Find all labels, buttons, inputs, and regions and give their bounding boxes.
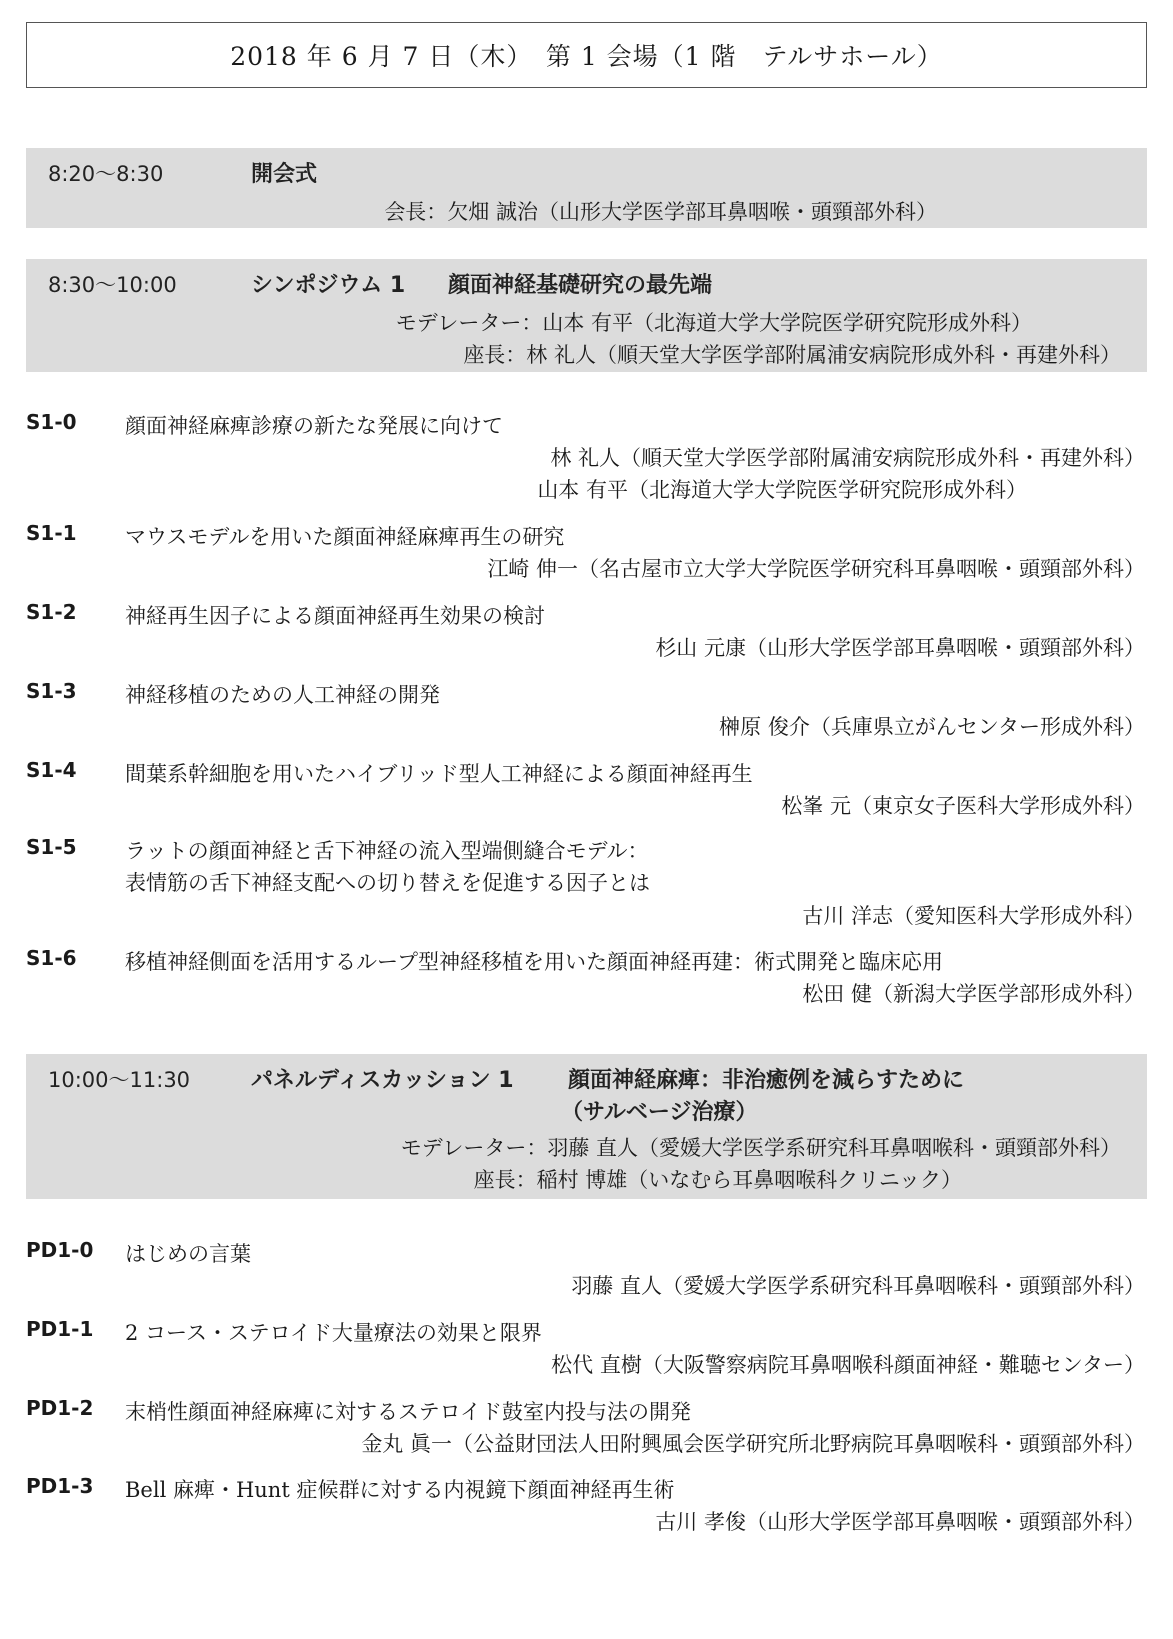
item-title: 間葉系幹細胞を用いたハイブリッド型人工神経による顔面神経再生	[125, 762, 753, 786]
session-topic-line2: （サルベージ治療）	[561, 1100, 758, 1125]
item-author: 羽藤 直人（愛媛大学医学系研究科耳鼻咽喉科・頭頸部外科）	[571, 1274, 1145, 1298]
session-panel-discussion	[26, 1054, 1147, 1199]
session-topic: 顔面神経麻痺：非治癒例を減らすために	[568, 1068, 965, 1093]
item-title: 移植神経側面を活用するループ型神経移植を用いた顔面神経再建：術式開発と臨床応用	[125, 950, 943, 974]
session-title: 開会式	[251, 162, 318, 187]
item-title: はじめの言葉	[125, 1242, 251, 1266]
item-author: 山本 有平（北海道大学大学院医学研究院形成外科）	[537, 478, 1027, 502]
item-code: PD1-2	[26, 1396, 94, 1420]
item-title: 顔面神経麻痺診療の新たな発展に向けて	[125, 414, 503, 438]
item-author: 榊原 俊介（兵庫県立がんセンター形成外科）	[719, 715, 1145, 739]
item-author: 江崎 伸一（名古屋市立大学大学院医学研究科耳鼻咽喉・頭頸部外科）	[487, 557, 1145, 581]
item-code: PD1-1	[26, 1317, 94, 1341]
item-code: PD1-3	[26, 1474, 94, 1498]
item-code: PD1-0	[26, 1238, 94, 1262]
item-title: ラットの顔面神経と舌下神経の流入型端側縫合モデル：	[125, 839, 649, 863]
item-title: Bell 麻痺・Hunt 症候群に対する内視鏡下顔面神経再生術	[125, 1478, 675, 1502]
item-author: 金丸 眞一（公益財団法人田附興風会医学研究所北野病院耳鼻咽喉科・頭頸部外科）	[361, 1432, 1145, 1456]
page-header	[26, 22, 1147, 88]
item-title: 末梢性顔面神経麻痺に対するステロイド鼓室内投与法の開発	[125, 1400, 691, 1424]
item-title: マウスモデルを用いた顔面神経麻痺再生の研究	[125, 525, 565, 549]
item-author: 松峯 元（東京女子医科大学形成外科）	[781, 794, 1145, 818]
session-time: 10:00〜11:30	[48, 1068, 191, 1092]
session-symposium	[26, 259, 1147, 372]
item-title: 神経移植のための人工神経の開発	[125, 683, 440, 707]
item-title: 神経再生因子による顔面神経再生効果の検討	[125, 604, 545, 628]
session-opening	[26, 148, 1147, 228]
item-author: 松田 健（新潟大学医学部形成外科）	[802, 982, 1145, 1006]
item-code: S1-2	[26, 600, 77, 624]
session-moderator: モデレーター：羽藤 直人（愛媛大学医学系研究科耳鼻咽喉科・頭頸部外科）	[400, 1136, 1121, 1160]
session-chair: 座長：稲村 博雄（いなむら耳鼻咽喉科クリニック）	[473, 1168, 962, 1192]
session-title: シンポジウム 1	[251, 273, 406, 298]
item-title-line2: 表情筋の舌下神経支配への切り替えを促進する因子とは	[125, 871, 650, 895]
session-chair: 座長：林 礼人（順天堂大学医学部附属浦安病院形成外科・再建外科）	[463, 343, 1121, 367]
item-author: 古川 孝俊（山形大学医学部耳鼻咽喉・頭頸部外科）	[655, 1510, 1145, 1534]
session-chair: 会長：欠畑 誠治（山形大学医学部耳鼻咽喉・頭頸部外科）	[384, 200, 937, 224]
item-code: S1-6	[26, 946, 77, 970]
session-time: 8:30〜10:00	[48, 273, 177, 297]
session-title: パネルディスカッション 1	[251, 1068, 514, 1093]
item-author: 林 礼人（順天堂大学医学部附属浦安病院形成外科・再建外科）	[550, 446, 1145, 470]
item-author: 杉山 元康（山形大学医学部耳鼻咽喉・頭頸部外科）	[655, 636, 1145, 660]
item-code: S1-1	[26, 521, 77, 545]
session-moderator: モデレーター：山本 有平（北海道大学大学院医学研究院形成外科）	[395, 311, 1032, 335]
item-code: S1-4	[26, 758, 77, 782]
item-author: 松代 直樹（大阪警察病院耳鼻咽喉科顔面神経・難聴センター）	[551, 1353, 1145, 1377]
item-title: 2 コース・ステロイド大量療法の効果と限界	[125, 1321, 542, 1345]
session-topic: 顔面神経基礎研究の最先端	[448, 273, 713, 298]
item-code: S1-5	[26, 835, 77, 859]
item-code: S1-0	[26, 410, 77, 434]
item-code: S1-3	[26, 679, 77, 703]
page-title: 2018 年 6 月 7 日（木） 第 1 会場（1 階 テルサホール）	[230, 42, 943, 71]
item-author: 古川 洋志（愛知医科大学形成外科）	[802, 904, 1145, 928]
session-time: 8:20〜8:30	[48, 162, 164, 186]
